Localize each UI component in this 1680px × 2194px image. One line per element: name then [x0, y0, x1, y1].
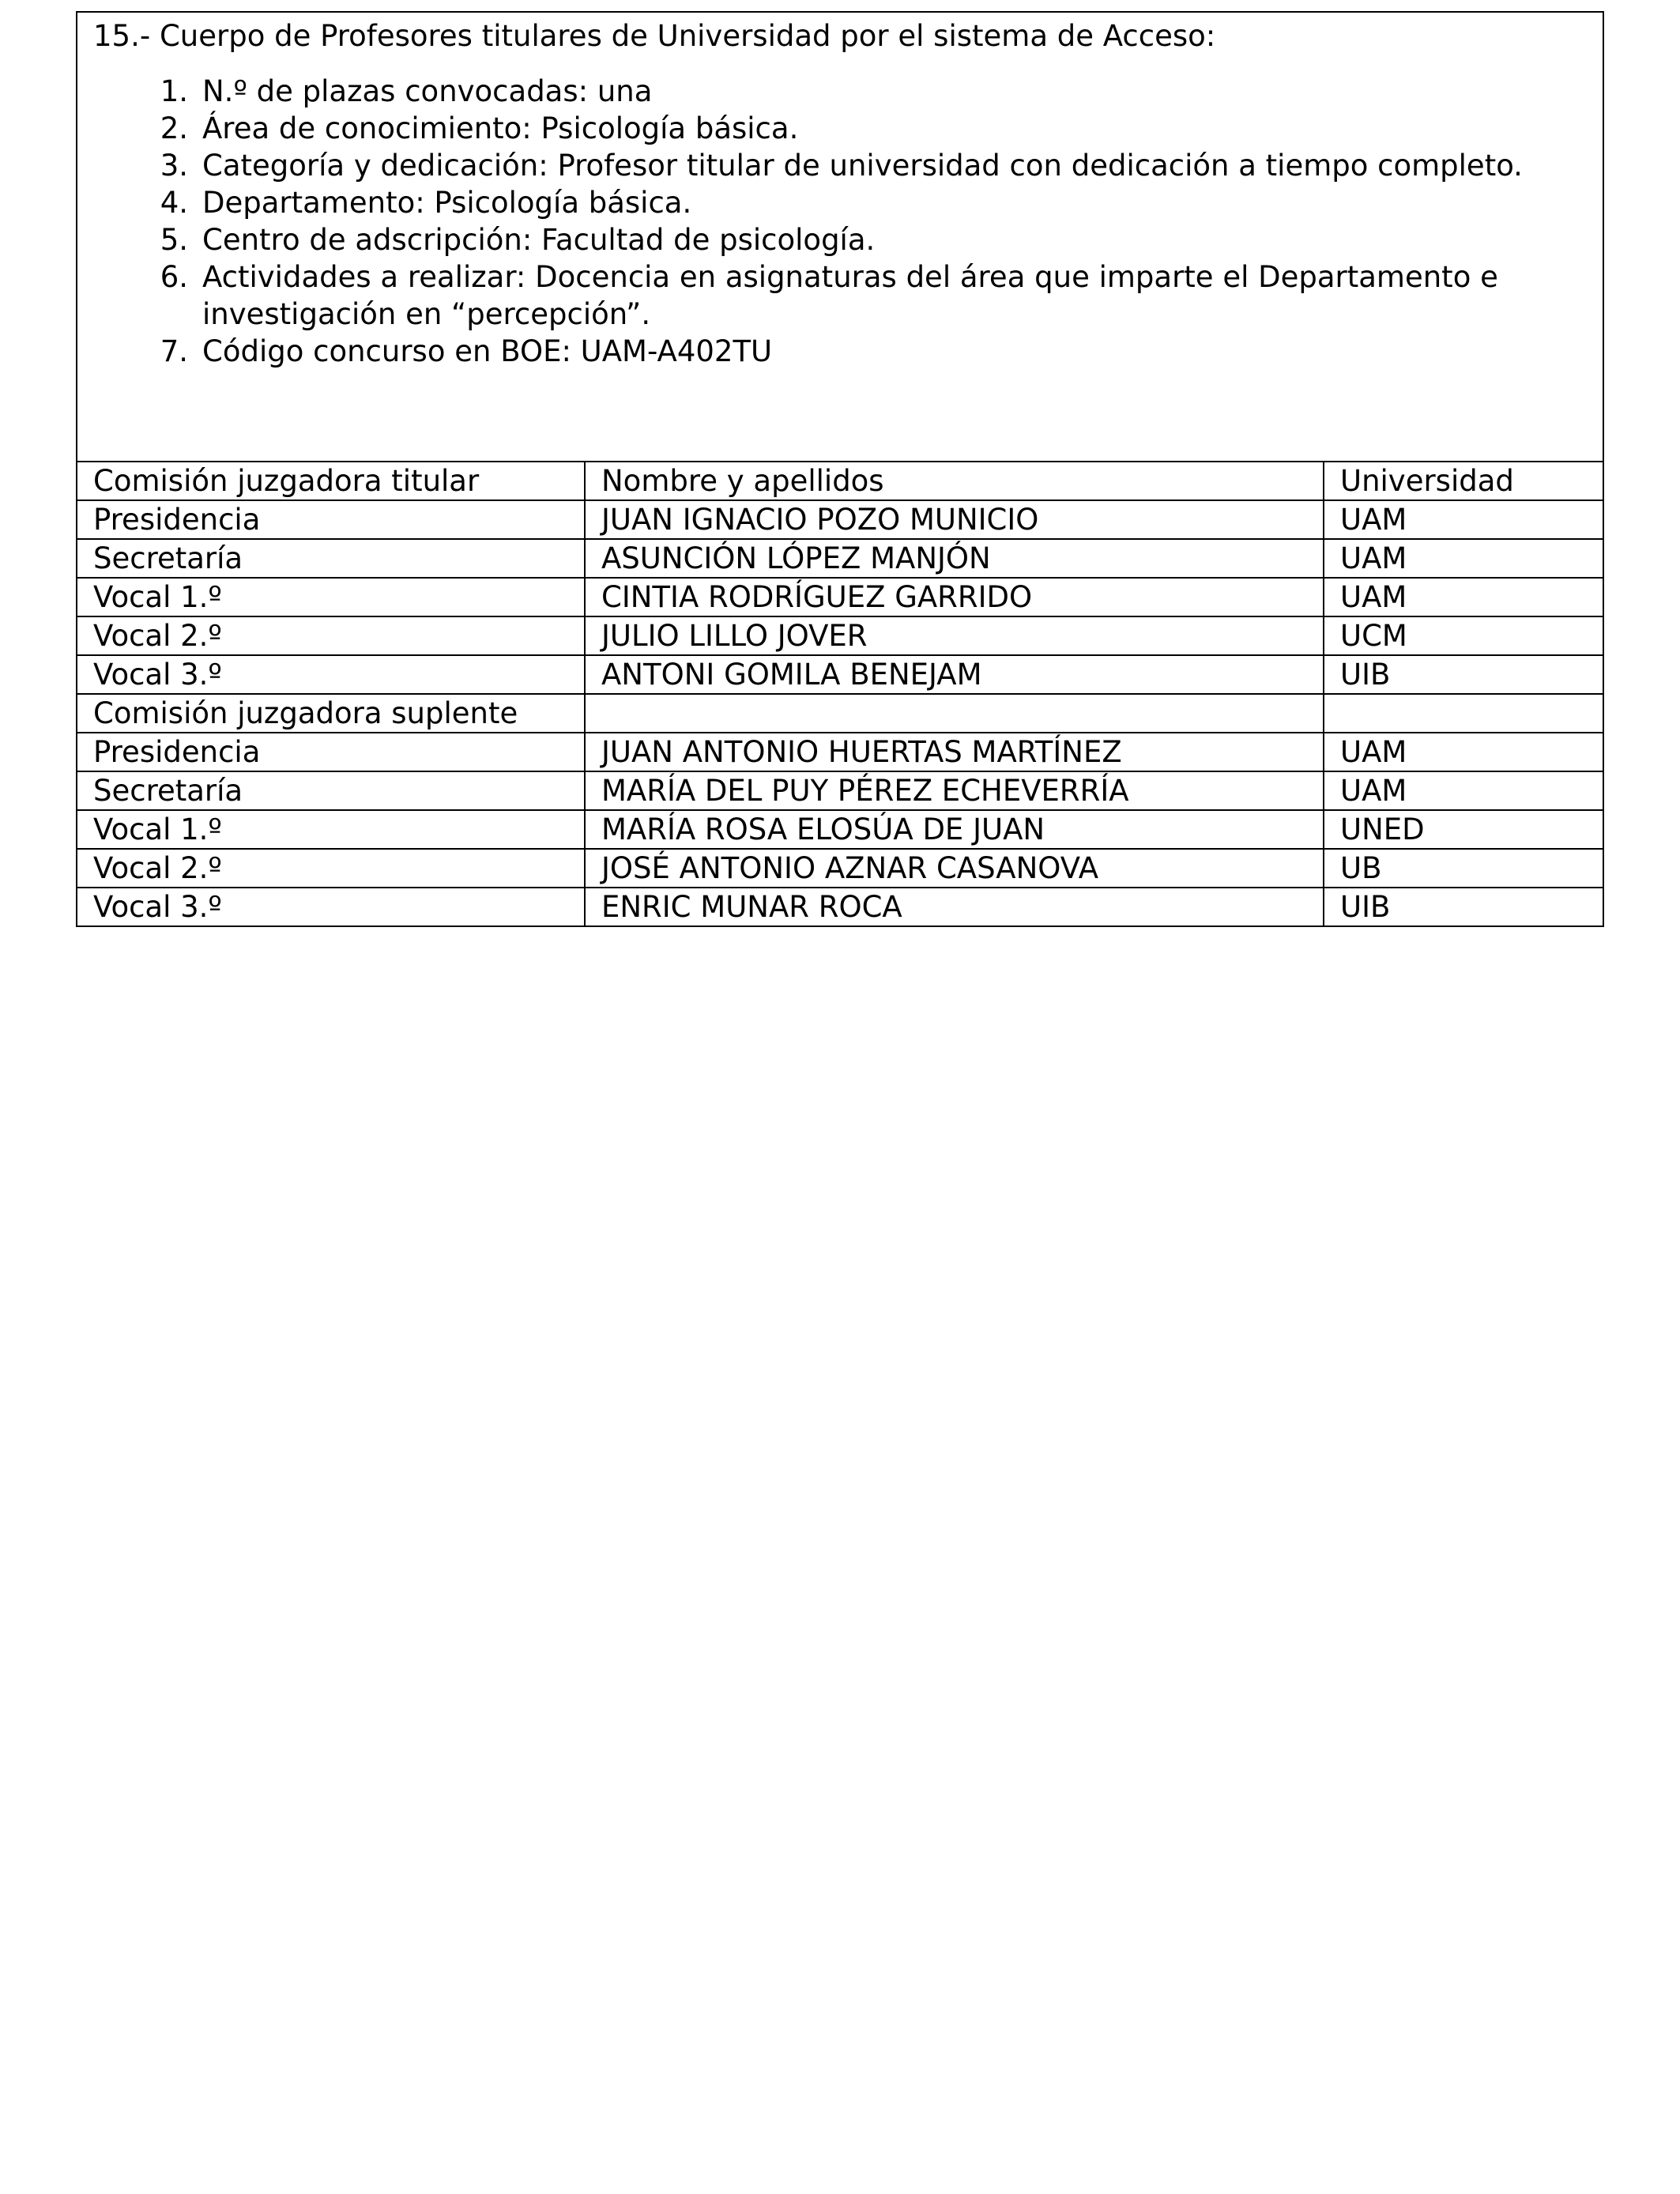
commission-table	[76, 11, 1604, 927]
requirements-list	[93, 73, 1587, 370]
list-item-number: 2.	[160, 111, 188, 145]
table-row	[77, 500, 1603, 539]
list-item	[93, 147, 1587, 184]
name-cell: MARÍA DEL PUY PÉREZ ECHEVERRÍA	[585, 771, 1324, 810]
table-row	[77, 888, 1603, 926]
table-row	[77, 694, 1603, 733]
role-cell: Comisión juzgadora suplente	[77, 694, 585, 733]
list-item-text: Área de conocimiento: Psicología básica.	[202, 111, 799, 145]
university-cell: UB	[1324, 849, 1603, 888]
list-item	[93, 221, 1587, 258]
name-cell: ASUNCIÓN LÓPEZ MANJÓN	[585, 539, 1324, 578]
list-item-number: 5.	[160, 223, 188, 257]
name-cell	[585, 694, 1324, 733]
position-details-cell	[77, 12, 1603, 462]
name-cell: JOSÉ ANTONIO AZNAR CASANOVA	[585, 849, 1324, 888]
table-row	[77, 578, 1603, 616]
name-cell: MARÍA ROSA ELOSÚA DE JUAN	[585, 810, 1324, 849]
table-row	[77, 733, 1603, 771]
university-cell: UAM	[1324, 733, 1603, 771]
list-item	[93, 110, 1587, 147]
table-row	[77, 616, 1603, 655]
role-cell: Vocal 1.º	[77, 810, 585, 849]
university-cell: UNED	[1324, 810, 1603, 849]
list-item-number: 1.	[160, 74, 188, 108]
list-item-number: 4.	[160, 186, 188, 220]
column-header-university: Universidad	[1324, 462, 1603, 500]
list-item-number: 6.	[160, 260, 188, 294]
list-item	[93, 258, 1587, 333]
role-cell: Vocal 3.º	[77, 655, 585, 694]
role-cell: Presidencia	[77, 733, 585, 771]
table-row	[77, 810, 1603, 849]
list-item-text: Centro de adscripción: Facultad de psicología.	[202, 223, 876, 257]
name-cell: CINTIA RODRÍGUEZ GARRIDO	[585, 578, 1324, 616]
university-cell: UCM	[1324, 616, 1603, 655]
list-item-text: Categoría y dedicación: Profesor titular de universidad con dedicación a tiempo completo.	[202, 149, 1523, 183]
list-item	[93, 73, 1587, 110]
university-cell: UIB	[1324, 888, 1603, 926]
university-cell: UAM	[1324, 578, 1603, 616]
university-cell: UAM	[1324, 771, 1603, 810]
role-cell: Vocal 1.º	[77, 578, 585, 616]
list-item	[93, 184, 1587, 221]
list-item-number: 3.	[160, 149, 188, 183]
column-header-name: Nombre y apellidos	[585, 462, 1324, 500]
university-cell: UAM	[1324, 539, 1603, 578]
list-item	[93, 333, 1587, 370]
role-cell: Presidencia	[77, 500, 585, 539]
list-item-text: Departamento: Psicología básica.	[202, 186, 692, 220]
name-cell: ANTONI GOMILA BENEJAM	[585, 655, 1324, 694]
column-header-role: Comisión juzgadora titular	[77, 462, 585, 500]
column-header-row	[77, 462, 1603, 500]
name-cell: JUAN ANTONIO HUERTAS MARTÍNEZ	[585, 733, 1324, 771]
role-cell: Secretaría	[77, 539, 585, 578]
list-item-text: Código concurso en BOE: UAM-A402TU	[202, 334, 773, 368]
table-row	[77, 771, 1603, 810]
list-item-text: N.º de plazas convocadas: una	[202, 74, 653, 108]
university-cell: UIB	[1324, 655, 1603, 694]
header-row	[77, 12, 1603, 462]
section-title: 15.- Cuerpo de Profesores titulares de Universidad por el sistema de Acceso:	[93, 19, 1216, 53]
name-cell: ENRIC MUNAR ROCA	[585, 888, 1324, 926]
table-row	[77, 849, 1603, 888]
role-cell: Vocal 3.º	[77, 888, 585, 926]
name-cell: JUAN IGNACIO POZO MUNICIO	[585, 500, 1324, 539]
role-cell: Vocal 2.º	[77, 616, 585, 655]
list-item-text: Actividades a realizar: Docencia en asignaturas del área que imparte el Departamento e investigación en “percepción”.	[202, 260, 1498, 331]
university-cell	[1324, 694, 1603, 733]
university-cell: UAM	[1324, 500, 1603, 539]
table-row	[77, 655, 1603, 694]
role-cell: Secretaría	[77, 771, 585, 810]
name-cell: JULIO LILLO JOVER	[585, 616, 1324, 655]
table-row	[77, 539, 1603, 578]
list-item-number: 7.	[160, 334, 188, 368]
role-cell: Vocal 2.º	[77, 849, 585, 888]
